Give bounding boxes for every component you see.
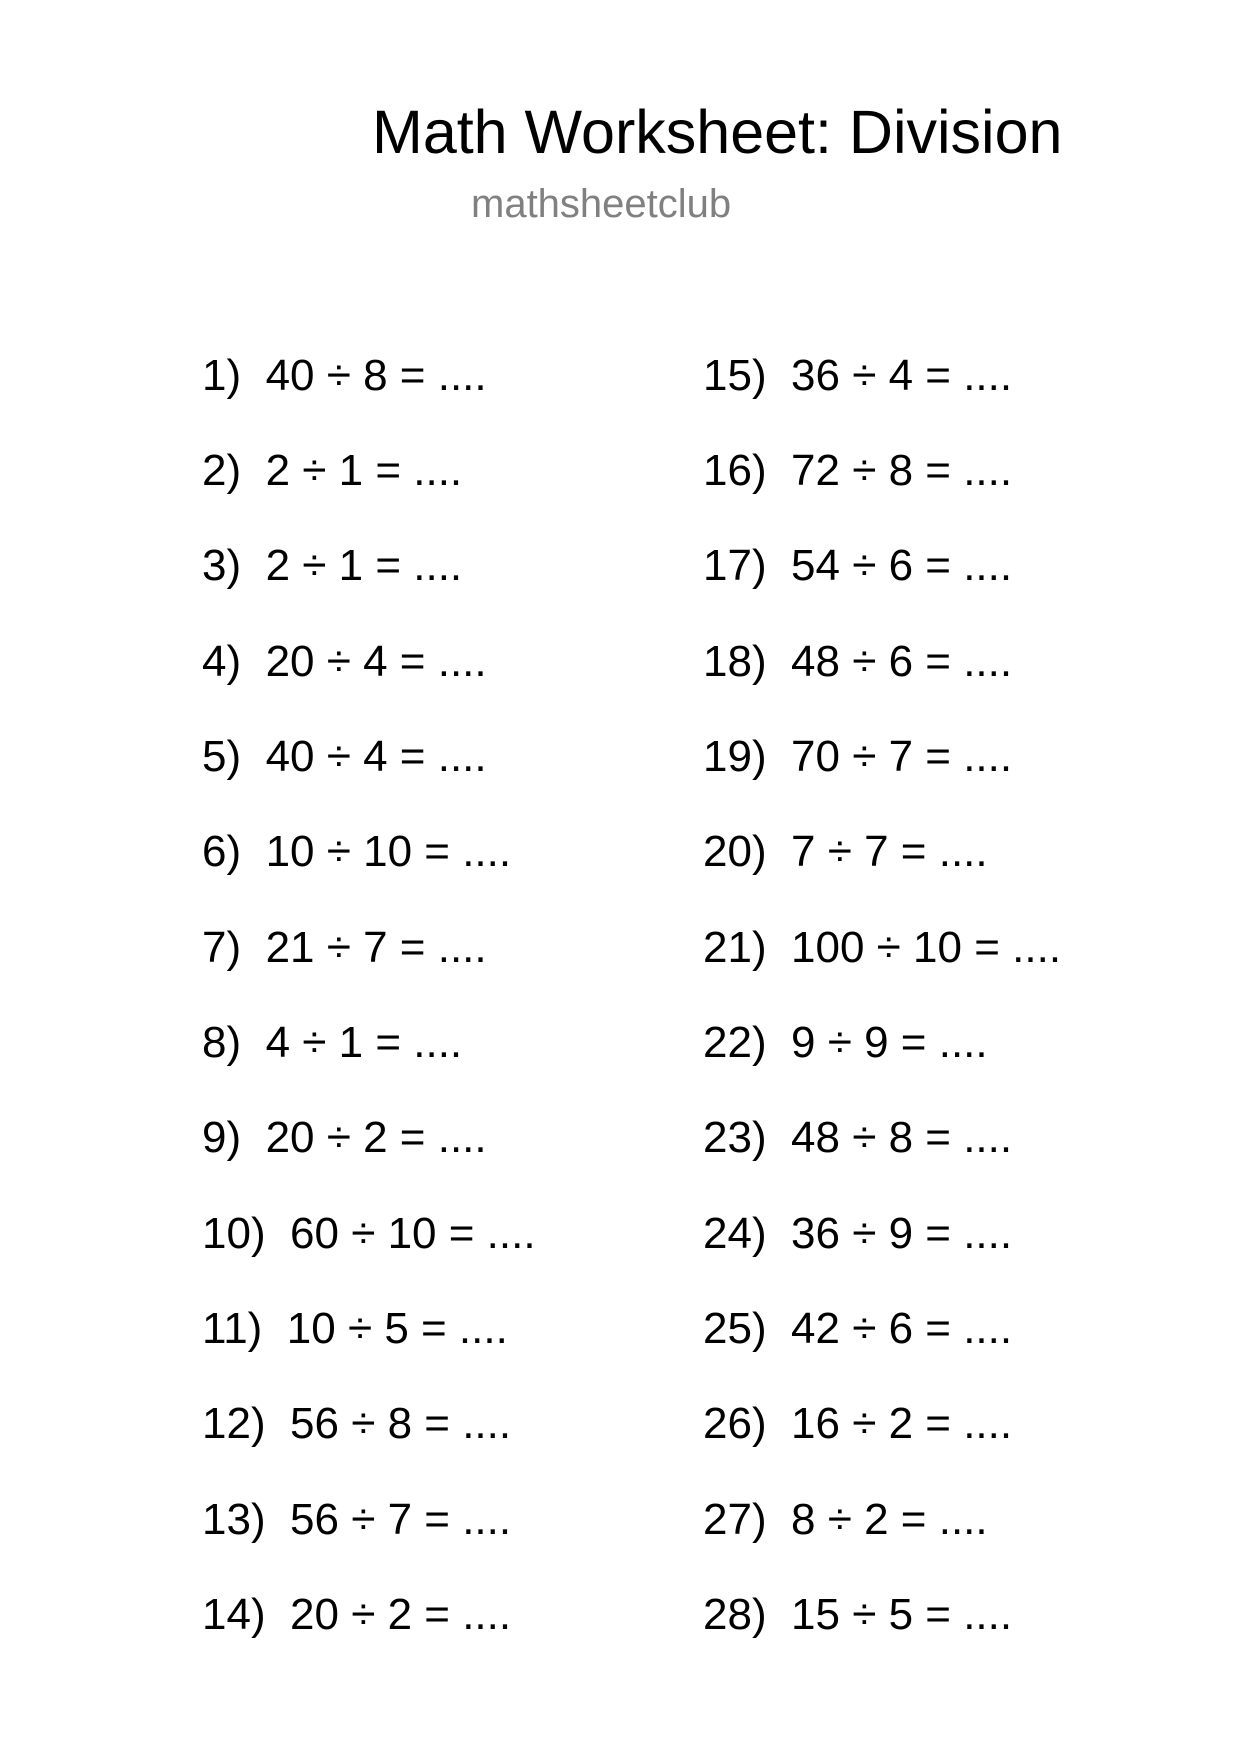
problem-item: 15) 36 ÷ 4 = .... [703,351,1013,400]
problem-item: 22) 9 ÷ 9 = .... [703,1018,988,1067]
problem-item: 12) 56 ÷ 8 = .... [202,1399,512,1448]
page-title: Math Worksheet: Division [372,98,1063,166]
problem-item: 8) 4 ÷ 1 = .... [202,1018,463,1067]
problem-item: 9) 20 ÷ 2 = .... [202,1113,487,1162]
problem-item: 23) 48 ÷ 8 = .... [703,1113,1013,1162]
problem-item: 14) 20 ÷ 2 = .... [202,1590,512,1639]
problem-item: 10) 60 ÷ 10 = .... [202,1209,536,1258]
problem-item: 7) 21 ÷ 7 = .... [202,923,487,972]
problem-item: 4) 20 ÷ 4 = .... [202,637,487,686]
page-subtitle: mathsheetclub [471,182,732,226]
problem-item: 27) 8 ÷ 2 = .... [703,1495,988,1544]
problem-item: 20) 7 ÷ 7 = .... [703,827,988,876]
problem-item: 6) 10 ÷ 10 = .... [202,827,512,876]
problem-item: 3) 2 ÷ 1 = .... [202,541,463,590]
problem-item: 18) 48 ÷ 6 = .... [703,637,1013,686]
problem-item: 25) 42 ÷ 6 = .... [703,1304,1013,1353]
problem-item: 26) 16 ÷ 2 = .... [703,1399,1013,1448]
problem-item: 28) 15 ÷ 5 = .... [703,1590,1013,1639]
problem-item: 11) 10 ÷ 5 = .... [202,1304,508,1353]
problem-item: 21) 100 ÷ 10 = .... [703,923,1062,972]
problem-item: 5) 40 ÷ 4 = .... [202,732,487,781]
problem-item: 19) 70 ÷ 7 = .... [703,732,1013,781]
problem-item: 24) 36 ÷ 9 = .... [703,1209,1013,1258]
problem-item: 2) 2 ÷ 1 = .... [202,446,463,495]
problem-item: 1) 40 ÷ 8 = .... [202,351,487,400]
problem-item: 17) 54 ÷ 6 = .... [703,541,1013,590]
problem-item: 13) 56 ÷ 7 = .... [202,1495,512,1544]
problem-item: 16) 72 ÷ 8 = .... [703,446,1013,495]
